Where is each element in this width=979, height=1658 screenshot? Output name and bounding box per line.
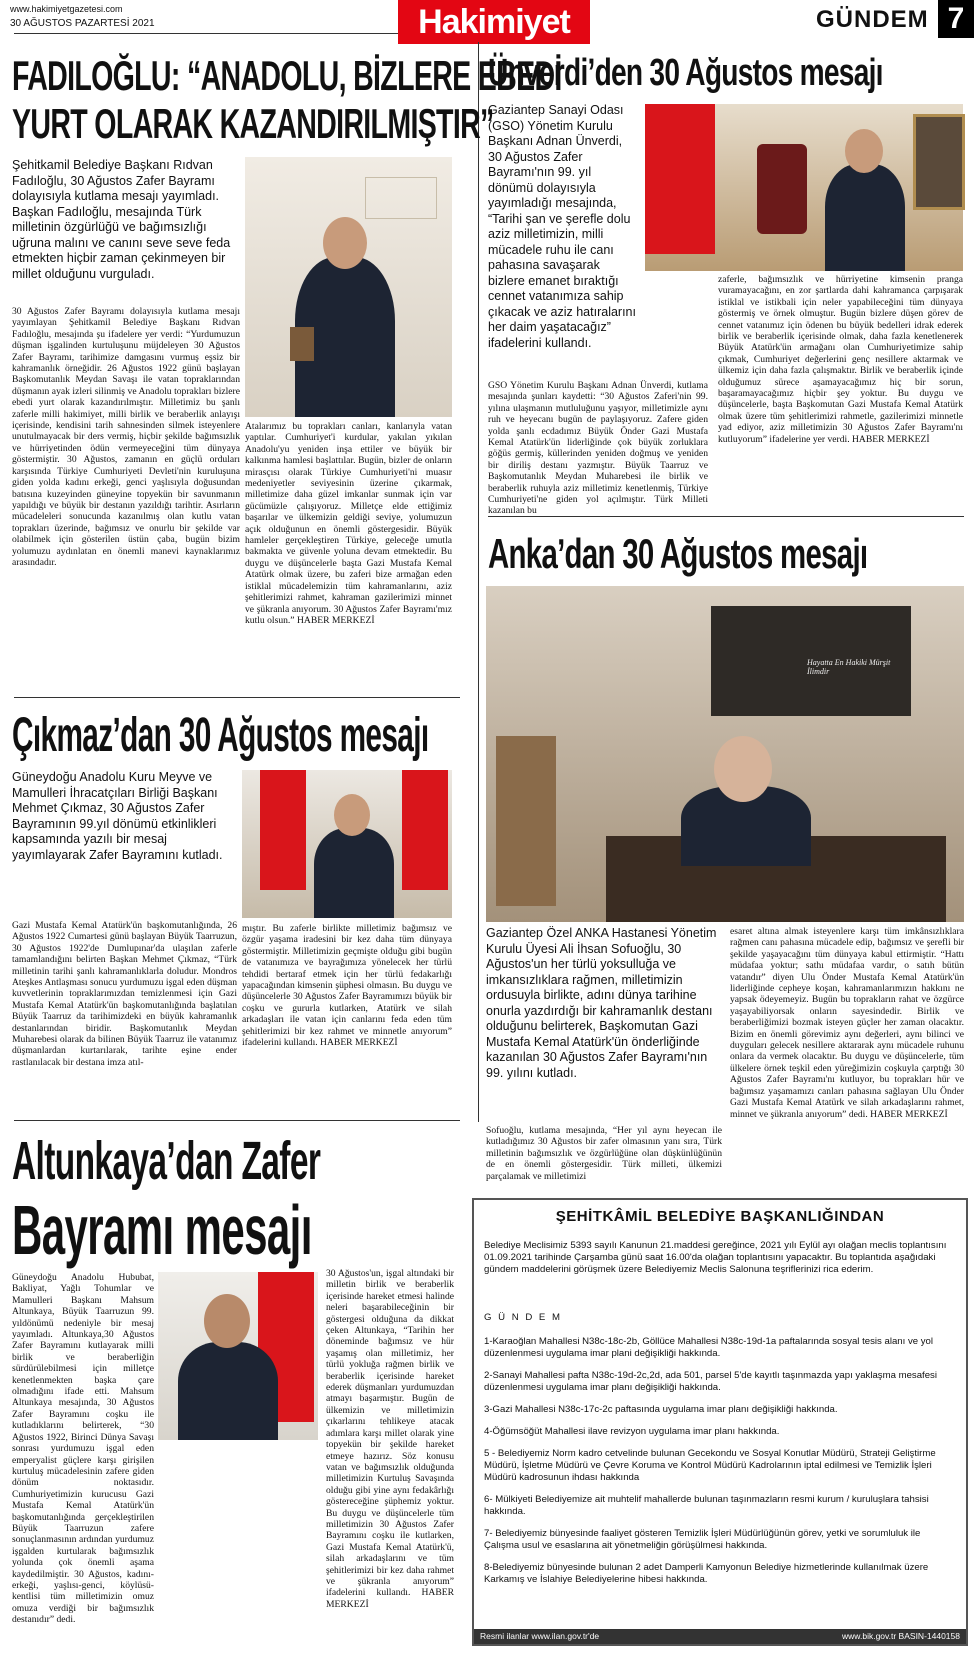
article5-body-col1: Güneydoğu Anadolu Hububat, Bakliyat, Yağlı Tohumlar ve Mamulleri Başkanı Mahsum Altunkaya, Büyük Taarruzun 99. yıldönümü nedeniyle bir mesaj yayımladı. Altunkaya,30 Ağustos Zafer Bayramını kutlayarak milli birlik ve beraberliğin sürdürülebilmesi için milletçe kenetlenmekten başka çare olmadığını ifade etti. Mahsum Altunkaya mesajında, 30 Ağustos Zafer Bayramını coşku ile kutladıklarını belirterek, “30 Ağustos 1922, Birinci Dünya Savaşı sonrası yurdumuzu işgal eden emperyalist güçlere karşı girişilen kurtuluş mücadelesinin zafere giden dönüm noktasıdır. Cumhuriyetimizin kurucusu Gazi Mustafa Kemal Atatürk'ün başkomutanlığında gerçekleştirilen Büyük Taarruzun zafere sonuçlanmasının ardından yurdumuz işgalden kurtularak bağımsızlık yolunda çok önemli aşama kaydedilmiştir. 30 Ağustos, kadını-erkeği, yaşlısı-genci, köylüsü-kentlisi tüm milletimizin omuz omuza verdiği bir bağımsızlık destanıdır” dedi. <box>12 1272 154 1626</box>
page-number-text: 7 <box>947 2 965 35</box>
column-divider <box>478 42 479 1122</box>
article4-body-col2: esaret altına almak isteyenlere karşı tüm imkânsızlıklara rağmen canı pahasına mücadele edip, bağımsız ve şerefli bir şekilde yaşayacağını tüm dünyaya kabul ettirmiştir. “Hattı müdafaa yoktur; sathı müdafaa vardır, o satıh bütün vatandır” diyen Ulu Önder Mustafa Kemal Atatürk'ün liderliğinde cepheye koşan, kahramanlarımızın hakkını ne yapsak ödeyemeyiz. Bugün bu toprakların rahat ve özgürce yaşayabiliyorsak onların sayesindedir. Birlik ve beraberliğimizi bozmak isteyen güçler her zaman olacaktır. Bizim en önemli görevimiz aynı değerleri, aynı bilinci ve duyguları gelecek nesillere aktararak aynı mücadele ruhunu onlara da vermek olacaktır. Bu duygu ve düşüncelerle, tüm ülkelere örnek teşkil eden yüreğimizin coşkuyla çarptığı 30 Ağustos Zafer Bayramı'nı kutluyor, bu toprakları hür ve bağımsız yaşamamızı canları pahasına sağlayan Ulu Önder Gazi Mustafa Kemal Atatürk ve silah arkadaşlarını rahmet, minnet ve şükranla anıyorum” dedi. HABER MERKEZİ <box>730 926 964 1120</box>
article2-lead: Gaziantep Sanayi Odası (GSO) Yönetim Kurulu Başkanı Adnan Ünverdi, 30 Ağustos Zafer Bayramı'nın 99. yıl dönümü dolayısıyla yayımladığı mesajında, “Tarihi şan ve şerefle dolu aziz milletimizin, milli mücadele ruhu ile canı pahasına savaşarak bizlere emanet bıraktığı cennet vatanımıza sahip çıkacak ve aziz hatıralarını her daim yaşatacağız” ifadelerini kullandı. <box>488 103 636 350</box>
website-url: www.hakimiyetgazetesi.com <box>10 4 123 14</box>
article1-body-col1: 30 Ağustos Zafer Bayramı dolayısıyla kutlama mesajı yayımlayan Şehitkamil Belediye Başkanı Rıdvan Fadıloğlu, mesajında şu ifadelere yer verdi: “Yurdumuzun düşman işgalinden kurtuluşunu müjdeleyen 30 Ağustos Zafer Bayramı, tarihimize damgasını vurmuş eşsiz bir kahramanlık örneğidir. 26 Ağustos 1922 günü başlayan Başkomutanlık Meydan Savaşı ile vatan topraklarından düşmanın ayak izleri silinmiş ve Anadolu toprakları bizlere ebedi yurt olarak kazandırılmıştır. Milletimiz bu şanlı zaferle milli hakimiyet, milli birlik ve beraberlik anlayışı içerisinde, kendisini tarih sahnesinden silmek isteyenlere unutulmayacak bir ders vermiş, hiçbir şekilde bağımsızlık ve hürriyetinden ödün vermeyeceğini tüm dünyaya göstermiştir. 30 Ağustos, zamanın en güçlü orduları karşısında Türkiye Cumhuriyeti Devleti'nin kuruluşuna giden yolda kadını erkeği, genci yaşlısıyla doğusundan batısına kuzeyinden güneyine topyekün bir savunmanın yapıldığı ve büyük bir destanın yazıldığı tarihtir. Asırların mücadeleleri sonucunda kazanılmış olan kutlu vatan toprakları üzerinde, bağımsız ve onurlu bir şekilde var olabilmek için gösterilen üstün çaba, bugün bizim yolumuzu aydınlatan en önemli manevi kaynaklarımız arasındadır. <box>12 306 240 568</box>
agenda-item: 6- Mülkiyeti Belediyemize ait muhtelif mahallerde bulunan taşınmazların resmi kurum / kuruluşlara tahsisi hakkında. <box>484 1494 929 1517</box>
agenda-item: 3-Gazi Mahallesi N38c-17c-2c paftasında uygulama imar planı değişikliği hakkında. <box>484 1404 838 1415</box>
person-figure <box>178 1342 278 1440</box>
article2-body-col2: zaferle, bağımsızlık ve hürriyetine kimsenin pranga vuramayacağını, en zor şartlarda dahi kahramanca çarpışarak istiklal ve istikbali için neler yapabileceğini tüm dünyaya göstermiş ve örnek olmuştur. Bugün bizlere düşen görev de cennet vatanımız için ödenen bu büyük bedelleri idrak ederek birlik ve beraberlik içerisinde olmak, daha fazla kenetlenerek Büyük Atatürk'ün armağanı olan Cumhuriyetimize sahip çıkmak, Cumhuriyet değerlerini genç nesillere aktarmak ve ülkemiz için daha fazla çalışmaktır. Birlik ve beraberlik içinde olduğumuz sürece aşamayacağımız hiç bir sorun, başaramayacağımız hiçbir şey yoktur. Bu duygu ve düşüncelerle, başta Başkomutan Gazi Mustafa Kemal Atatürk olmak üzere tüm şehitlerimizi rahmetle, gazilerimizi minnetle yad ediyor, aziz milletimizin 30 Ağustos Zafer Bayramı'nı kutluyorum” ifadelerine yer verdi. HABER MERKEZİ <box>718 274 963 445</box>
portrait-frame <box>913 114 965 210</box>
agenda-item: 2-Sanayi Mahallesi pafta N38c-19d-2c,2d, ada 501, parsel 5'de kayıtlı taşınmazda yapı yaklaşma mesafesi düzenlenmesi uygulama imar planı değişikliği hakkında. <box>484 1370 937 1393</box>
article5-body-col2: 30 Ağustos'un, işgal altındaki bir milletin birlik ve beraberlik içerisinde hareket etmesi halinde neleri başarabileceğinin bir göstergesi olduğuna da dikkat çeken Altunkaya, “Tarihin her döneminde bağımsız ve hür yaşamış olan milletimiz, her türlü yokluğa rağmen birlik ve beraberlik içerisinde hareket ederek düşmanları yurdumuzdan atmayı başarmıştır. Bugün de ülkemizin ve milletimizin çıkarlarını tehlikeye atacak adımlara karşı millet olarak yine topyekün bir şekilde hareket etmeye hazırız. Söz konusu vatan ve bağımsızlık olduğunda milletimizin Kurtuluş Savaşında olduğu gibi yine aynı fedakârlığı göstereceğine şüphemiz yoktur. Bu duygu ve düşüncelerle tüm milletimizin 30 Ağustos Zafer Bayramını coşku ile kutlarken, Gazi Mustafa Kemal Atatürk'ü, silah arkadaşlarını ve tüm şehitlerimizi bir kez daha rahmet ve şükranla anıyorum” ifadelerini kullandı. HABER MERKEZİ <box>326 1268 454 1610</box>
article5-photo <box>158 1272 318 1440</box>
article4-headline: Anka’dan 30 Ağustos mesajı <box>488 530 868 577</box>
masthead-rule <box>14 33 450 34</box>
gso-plaque <box>757 144 807 234</box>
article4-lead: Gaziantep Özel ANKA Hastanesi Yönetim Kurulu Üyesi Ali İhsan Sofuoğlu, 30 Ağustos'un her türlü yoksulluğa ve imkansızlıklara rağmen, milletimizin ordusuyla birlikte, adını dünya tarihine onurla yazdırdığı bir kahramanlık destanı olduğunu belirterek, Başkomutan Gazi Mustafa Kemal Atatürk'ün önderliğinde kazanılan 30 Ağustos Zafer Bayramı'nın 99. yılını kutladı. <box>486 926 717 1080</box>
agenda-item: 7- Belediyemiz bünyesinde faaliyet gösteren Temizlik İşleri Müdürlüğünün görev, yetki ve sorumluluk ile Çalışma usul ve esaslarına ait yönetmeliğin görüşülmesi hakkında. <box>484 1528 921 1551</box>
person-figure <box>314 828 394 918</box>
article2-headline: Ünverdi’den 30 Ağustos mesajı <box>488 52 883 94</box>
page-number <box>938 0 974 38</box>
article1-photo <box>245 157 452 417</box>
person-figure <box>825 164 905 271</box>
article3-body-col1: Gazi Mustafa Kemal Atatürk'ün başkomutanlığında, 26 Ağustos 1922 Cumartesi günü başlayan Büyük Taarruzun, 30 Ağustos 1922'de Dumlupınar'da ulaşılan zaferle tamamlandığını belirten Başkan Mehmet Çıkmaz, “Türk milletinin tarihi şanlı kahramanlıklarla doludur. Mondros Ateşkes Antlaşması sonucu yurdumuzu işgal eden düşman kuvvetlerinin topraklarımızdan temizlenmesi için Gazi Mustafa Kemal Atatürk'ün başkomutanlığında başlatılan Büyük Taarruz da tarihimizdeki en büyük kahramanlık destanlarından biridir. Başkomutanlık Meydan Muharebesi olarak da bilinen Büyük Taarruz ile vatanımız düşmanlardan kurtarılarak, tarihte eşine ender rastlanılacak bir destana imza atıl- <box>12 920 237 1068</box>
article4-body-col1: Sofuoğlu, kutlama mesajında, “Her yıl aynı heyecan ile kutladığımız 30 Ağustos bir zafer olmasının yanı sıra, Türk milletinin bağımsızlık ve özgürlüğüne olan düşkünlüğünün de en önemli göstergesidir. Türk milleti, ülkemizi parçalamak ve milletimizi <box>486 1125 722 1182</box>
bookshelf <box>496 736 556 906</box>
footer-bik-code[interactable]: www.bik.gov.tr BASIN-1440158 <box>842 1631 960 1641</box>
agenda-label: G Ü N D E M <box>484 1312 562 1323</box>
article1-headline-line2: YURT OLARAK KAZANDIRILMIŞTIR” <box>12 100 494 147</box>
logo-text: Hakimiyet <box>418 2 570 41</box>
official-announcement <box>472 1198 968 1646</box>
footer-ilan-link[interactable]: Resmi ilanlar www.ilan.gov.tr'de <box>480 1631 600 1641</box>
agenda-list <box>484 1336 954 1596</box>
announcement-title: ŞEHİTKÂMİL BELEDİYE BAŞKANLIĞINDAN <box>555 1208 885 1225</box>
turkish-flag <box>645 104 715 254</box>
article3-headline: Çıkmaz’dan 30 Ağustos mesajı <box>12 709 429 762</box>
section-divider <box>14 697 460 698</box>
section-label: GÜNDEM <box>816 6 929 33</box>
article1-body-col2: Atalarımız bu toprakları canları, kanlarıyla vatan yaptılar. Cumhuriyet'i kurdular, yakılan yıkılan Anadolu'yu yeniden inşa ettiler ve büyük bir kalkınma hamlesi başlattılar. Bugün, bizler de onların mirasçısı olarak Türkiye Cumhuriyeti'ni muasır medeniyetler seviyesinin üzerine çıkarmak, milletimize daha güzel imkanlar sunmak için var gücümüzle çalışıyoruz. Milletçe elde ettiğimiz başarılar ve ülkemizin geldiği seviye, yolumuzun açık olduğunun en önemli göstergesidir. Büyük hamleler gerçekleştiren Türkiye, geleceğe umutla bakmakta ve güvenle yoluna devam etmektedir. Bu duygu ve düşüncelerle başta Gazi Mustafa Kemal Atatürk olmak üzere, bu zaferi bize armağan eden istiklal mücadelemizin tüm kahramanlarını, aziz şehitlerimizi rahmet, kahraman gazilerimizi minnet ve şükranla anıyorum. 30 Ağustos Zafer Bayramı'mız kutlu olsun.” HABER MERKEZİ <box>245 421 452 626</box>
newspaper-logo <box>398 0 590 44</box>
article1-lead: Şehitkamil Belediye Başkanı Rıdvan Fadıloğlu, 30 Ağustos Zafer Bayramı dolayısıyla kutlama mesajı yayımladı. Başkan Fadıloğlu, mesajında Türk milletinin özgürlüğü ve bağımsızlığı uğruna malını ve canını seve seve feda etmekten hiçbir zaman çekinmeyen bir millet olduğunu vurguladı. <box>12 158 231 281</box>
announcement-footer <box>474 1629 966 1644</box>
article5-headline-line2: Bayramı mesajı <box>12 1191 312 1269</box>
person-face <box>323 217 367 269</box>
section-divider <box>488 516 964 517</box>
person-face <box>714 736 772 802</box>
person-face <box>334 794 370 836</box>
article2-body-col1: GSO Yönetim Kurulu Başkanı Adnan Ünverdi, kutlama mesajında şunları kaydetti: “30 Ağustos Zaferi'nin 99. yılına ulaşmanın mutluluğunu yaşıyor, milletimizle aynı ruh ve heyecanı bugün de paylaşıyoruz. Zafere giden yolda şanlı ecdadımız Büyük Önder Gazi Mustafa Kemal Atatürk'ün liderliğinde çok büyük zorluklara göğüs germiş, küllerinden yeniden doğmuş ve yeniden bir diriliş destanı yazmıştır. Büyük Taarruz ve Başkomutanlık Meydan Muharebesi ile birlik ve beraberlik ruhuyla aziz milletimiz kenetlenmiş, Türkiye Cumhuriyeti'ne giden yol açılmıştır. Türk Milleti kazanılan bu <box>488 380 708 517</box>
agenda-item: 4-Öğümsöğüt Mahallesi ilave revizyon uygulama imar planı hakkında. <box>484 1426 780 1437</box>
ataturk-portrait <box>711 606 911 716</box>
wall-frame <box>365 177 437 219</box>
article3-body-col2: mıştır. Bu zaferle birlikte milletimiz bağımsız ve özgür yaşama iradesini bir kez daha tüm dünyaya göstermiştir. Milletimizin geçmişte olduğu gibi bugün de vatanımıza ve bayrağımıza yönelecek her türlü tehdidi bertaraf etmek için her türlü fedakarlığı yapacağından kimsenin şüphesi olmasın. Bu duygu ve düşüncelerle 30 Ağustos Zafer Bayramımızı büyük bir coşku ve gururla kutlarken, Atatürk ve silah arkadaşları ile vatan için canlarını feda eden tüm şehitlerimizi bir kez rahmet ve minnetle anıyorum” ifadelerini kullandı. HABER MERKEZİ <box>242 923 452 1049</box>
article3-lead: Güneydoğu Anadolu Kuru Meyve ve Mamulleri İhracatçıları Birliği Başkanı Mehmet Çıkmaz, 30 Ağustos Zafer Bayramının 99.yıl dönümü etkinlikleri kapsamında yazılı bir mesaj yayımlayarak Zafer Bayramını kutladı. <box>12 770 223 862</box>
person-face <box>204 1294 250 1348</box>
article3-photo <box>242 770 452 918</box>
issue-date: 30 AĞUSTOS PAZARTESİ 2021 <box>10 18 155 29</box>
article1-headline-line1: FADILOĞLU: “ANADOLU, BİZLERE EBEDİ <box>12 52 562 99</box>
turkish-flag <box>260 770 306 890</box>
desk-frame <box>290 327 314 361</box>
article2-photo <box>645 104 963 271</box>
agenda-item: 1-Karaoğlan Mahallesi N38c-18c-2b, Göllüce Mahallesi N38c-19d-1a paftalarında sosyal tesis alanı ve yol düzenlenmesi uygulama imar plani değişikliği hakkında. <box>484 1336 934 1359</box>
agenda-item: 8-Belediyemiz bünyesinde bulunan 2 adet Damperli Kamyonun Belediye hizmetlerinde kullanılmak üzere Karkamış ve İslahiye Belediyelerine hibesi hakkında. <box>484 1562 929 1585</box>
article4-photo <box>486 586 964 922</box>
announcement-intro: Belediye Meclisimiz 5393 sayılı Kanunun 21.maddesi gereğince, 2021 yılı Eylül ayı olağan meclis toplantısını 01.09.2021 tarihinde Çarşamba günü saat 16.00'da olağan toplantısını yapacaktır. Bu toplantıda aşağıdaki gündem maddelerini görüşmek üzere Belediyemiz Meclis Salonuna teşriflerinizi rica ederim. <box>484 1240 947 1275</box>
turkish-flag <box>402 770 448 890</box>
agenda-item: 5 - Belediyemiz Norm kadro cetvelinde bulunan Gecekondu ve Sosyal Konutlar Müdürü, Strateji Geliştirme Müdürü, İşletme Müdürü ve Çevre Koruma ve Kontrol Müdürü Kadrolarının iptal edilmesi ve Temizlik İşleri Müdürü kadrosunun ihdası hakkında <box>484 1448 936 1483</box>
portrait-caption: Hayatta En Hakiki Mürşit İlimdir <box>807 658 891 676</box>
section-divider <box>14 1120 460 1121</box>
article5-headline-line1: Altunkaya’dan Zafer <box>12 1131 321 1191</box>
person-face <box>845 129 883 173</box>
